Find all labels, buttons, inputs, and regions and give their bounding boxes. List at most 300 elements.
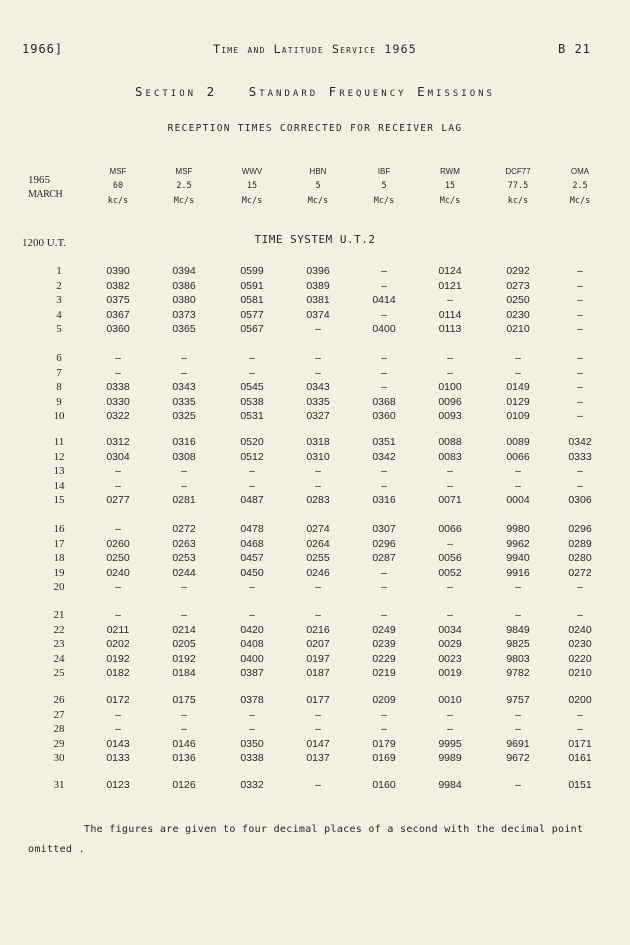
column-header-station: DCF77	[505, 167, 531, 176]
day-number: 27	[53, 708, 65, 721]
table-cell: –	[577, 479, 583, 492]
table-cell: 0591	[240, 279, 264, 292]
table-cell: 0350	[240, 737, 264, 750]
table-cell: 0306	[568, 494, 592, 507]
table-cell: –	[447, 294, 453, 307]
table-cell: 9980	[506, 523, 530, 535]
table-cell: 0177	[306, 694, 330, 706]
table-cell: 0322	[106, 410, 130, 423]
column-header-unit: Mc/s	[569, 196, 591, 206]
table-cell: –	[315, 723, 321, 736]
column-header-unit: Mc/s	[307, 196, 329, 206]
table-cell: –	[381, 381, 387, 394]
column-header-station: RWM	[440, 167, 460, 176]
table-cell: 0468	[240, 537, 264, 550]
section-title	[0, 84, 630, 99]
table-cell: 0487	[240, 494, 264, 507]
table-cell: 0240	[568, 623, 592, 636]
table-cell: 0378	[240, 694, 264, 706]
table-cell: –	[315, 352, 321, 364]
table-cell: 0071	[438, 494, 462, 507]
table-cell: –	[515, 723, 521, 736]
day-number: 19	[53, 566, 65, 579]
table-cell: 0149	[506, 381, 530, 394]
table-cell: 0249	[372, 623, 396, 636]
table-cell: 0335	[172, 395, 196, 408]
table-subtitle: RECEPTION TIMES CORRECTED FOR RECEIVER LAG	[167, 123, 463, 134]
table-cell: 0136	[172, 752, 196, 765]
day-number: 14	[53, 479, 65, 492]
day-number: 1	[56, 265, 62, 277]
day-number: 2	[56, 279, 62, 292]
table-cell: 0272	[568, 566, 592, 579]
table-cell: 0531	[240, 410, 264, 423]
table-cell: 0100	[438, 381, 462, 394]
table-cell: 0545	[240, 381, 264, 394]
table-cell: –	[577, 366, 583, 379]
table-cell: –	[115, 465, 121, 478]
table-cell: 0205	[172, 638, 196, 651]
table-cell: 0304	[106, 450, 130, 463]
table-cell: 0327	[306, 410, 330, 423]
table-cell: 0220	[568, 652, 592, 665]
table-cell: 9672	[506, 752, 530, 765]
table-cell: 0420	[240, 623, 264, 636]
table-cell: 0160	[372, 779, 396, 791]
day-number: 5	[56, 323, 62, 336]
table-cell: 9757	[506, 694, 530, 706]
table-cell: –	[249, 581, 255, 594]
table-cell: –	[577, 723, 583, 736]
page-header-left: 1966]	[22, 42, 64, 56]
table-cell: –	[577, 609, 583, 621]
table-cell: –	[181, 609, 187, 621]
table-cell: –	[381, 479, 387, 492]
table-cell: 9849	[506, 623, 530, 636]
day-number: 6	[56, 352, 62, 364]
table-cell: 0019	[438, 667, 462, 680]
table-cell: 0272	[172, 523, 196, 535]
column-header-station: MSF	[109, 167, 127, 176]
table-cell: 0450	[240, 566, 264, 579]
table-cell: 0151	[568, 779, 592, 791]
column-header-unit: Mc/s	[173, 196, 195, 206]
table-cell: 0056	[438, 552, 462, 565]
table-cell: –	[447, 723, 453, 736]
table-cell: –	[381, 366, 387, 379]
table-cell: 0216	[306, 623, 330, 636]
table-cell: 0367	[106, 308, 130, 321]
table-cell: 0283	[306, 494, 330, 507]
table-cell: –	[381, 581, 387, 594]
table-cell: 0192	[172, 652, 196, 665]
table-cell: 0400	[372, 323, 396, 336]
day-number: 30	[53, 752, 65, 765]
table-cell: –	[315, 779, 321, 791]
page-header-title	[0, 42, 630, 56]
table-cell: –	[515, 708, 521, 721]
table-cell: 0088	[438, 436, 462, 448]
table-cell: 0287	[372, 552, 396, 565]
table-cell: –	[249, 609, 255, 621]
table-cell: –	[577, 265, 583, 277]
table-cell: 0538	[240, 395, 264, 408]
table-cell: 0169	[372, 752, 396, 765]
day-number: 3	[56, 294, 62, 307]
table-cell: 0124	[438, 265, 462, 277]
table-cell: 9984	[438, 779, 462, 791]
month-label: MARCH	[28, 189, 63, 200]
day-number: 17	[53, 537, 65, 550]
table-cell: –	[381, 279, 387, 292]
table-cell: 0066	[506, 450, 530, 463]
table-cell: 0408	[240, 638, 264, 651]
table-cell: –	[447, 479, 453, 492]
table-cell: –	[249, 366, 255, 379]
column-header-station: MSF	[175, 167, 193, 176]
table-cell: 0386	[172, 279, 196, 292]
table-cell: –	[181, 723, 187, 736]
table-cell: 0246	[306, 566, 330, 579]
table-cell: 0360	[372, 410, 396, 423]
column-header-unit: Mc/s	[373, 196, 395, 206]
table-cell: 0374	[306, 308, 330, 321]
table-cell: 0207	[306, 638, 330, 651]
table-cell: 0365	[172, 323, 196, 336]
table-cell: 0250	[506, 294, 530, 307]
table-cell: 0342	[568, 436, 592, 448]
table-cell: 0289	[568, 537, 592, 550]
table-cell: 0316	[172, 436, 196, 448]
table-cell: 0197	[306, 652, 330, 665]
table-cell: –	[577, 323, 583, 336]
table-cell: 0273	[506, 279, 530, 292]
table-cell: –	[447, 465, 453, 478]
day-number: 18	[53, 552, 65, 565]
table-cell: –	[115, 479, 121, 492]
table-cell: –	[515, 352, 521, 364]
table-cell: 0390	[106, 265, 130, 277]
table-cell: –	[515, 366, 521, 379]
table-cell: –	[249, 723, 255, 736]
table-cell: –	[249, 465, 255, 478]
table-cell: –	[515, 609, 521, 621]
day-number: 11	[53, 436, 65, 448]
table-cell: 0387	[240, 667, 264, 680]
table-cell: 0599	[240, 265, 264, 277]
table-cell: 0577	[240, 308, 264, 321]
table-cell: 0332	[240, 779, 264, 791]
table-cell: –	[315, 465, 321, 478]
table-cell: 0126	[172, 779, 196, 791]
table-cell: 0230	[506, 308, 530, 321]
table-cell: –	[515, 465, 521, 478]
table-cell: 0172	[106, 694, 130, 706]
table-cell: 0187	[306, 667, 330, 680]
day-number: 16	[53, 523, 65, 535]
table-cell: –	[181, 366, 187, 379]
column-header	[420, 164, 480, 209]
column-header-freq: 2.5	[176, 181, 192, 191]
table-cell: 0567	[240, 323, 264, 336]
table-cell: 0333	[568, 450, 592, 463]
table-cell: 0281	[172, 494, 196, 507]
table-cell: –	[115, 366, 121, 379]
table-cell: 0089	[506, 436, 530, 448]
column-header-freq: 5	[381, 181, 387, 191]
table-cell: –	[577, 308, 583, 321]
table-cell: 0308	[172, 450, 196, 463]
table-cell: –	[115, 708, 121, 721]
table-cell: 9995	[438, 737, 462, 750]
day-number: 23	[53, 638, 65, 651]
table-cell: 9691	[506, 737, 530, 750]
table-cell: 0123	[106, 779, 130, 791]
table-cell: –	[315, 581, 321, 594]
table-cell: 0335	[306, 395, 330, 408]
table-cell: 0184	[172, 667, 196, 680]
table-cell: –	[447, 609, 453, 621]
table-cell: 0179	[372, 737, 396, 750]
table-cell: 0171	[568, 737, 592, 750]
table-cell: 0192	[106, 652, 130, 665]
table-cell: 0342	[372, 450, 396, 463]
column-header-freq: 2.5	[572, 181, 588, 191]
table-cell: –	[381, 708, 387, 721]
table-cell: –	[115, 609, 121, 621]
table-cell: –	[115, 352, 121, 364]
column-header	[488, 164, 548, 209]
column-header-unit: Mc/s	[439, 196, 461, 206]
table-cell: 0260	[106, 537, 130, 550]
table-cell: 0382	[106, 279, 130, 292]
table-cell: –	[249, 708, 255, 721]
table-cell: –	[115, 523, 121, 535]
table-cell: 0200	[568, 694, 592, 706]
table-cell: 0240	[106, 566, 130, 579]
table-cell: –	[447, 708, 453, 721]
table-cell: 0129	[506, 395, 530, 408]
table-cell: –	[181, 708, 187, 721]
table-cell: 0121	[438, 279, 462, 292]
table-cell: 0400	[240, 652, 264, 665]
table-cell: 0253	[172, 552, 196, 565]
day-number: 20	[53, 581, 65, 594]
day-number: 9	[56, 395, 62, 408]
table-cell: –	[577, 279, 583, 292]
table-cell: –	[515, 581, 521, 594]
table-cell: 0229	[372, 652, 396, 665]
table-cell: 0214	[172, 623, 196, 636]
table-cell: –	[447, 537, 453, 550]
table-cell: 0375	[106, 294, 130, 307]
table-cell: 0219	[372, 667, 396, 680]
ut-label: 1200 U.T.	[22, 237, 67, 249]
table-cell: 0296	[372, 537, 396, 550]
table-cell: 0264	[306, 537, 330, 550]
table-cell: 9782	[506, 667, 530, 680]
table-cell: –	[577, 352, 583, 364]
table-cell: –	[381, 265, 387, 277]
table-cell: 0338	[106, 381, 130, 394]
table-cell: –	[515, 479, 521, 492]
day-number: 24	[53, 652, 65, 665]
table-cell: 9962	[506, 537, 530, 550]
day-number: 29	[53, 737, 65, 750]
column-header-freq: 60	[112, 181, 124, 191]
table-cell: 0292	[506, 265, 530, 277]
table-cell: –	[381, 308, 387, 321]
table-cell: 0581	[240, 294, 264, 307]
table-cell: 0343	[306, 381, 330, 394]
year-label: 1965	[28, 174, 50, 186]
table-cell: 0093	[438, 410, 462, 423]
table-cell: –	[181, 581, 187, 594]
table-cell: –	[315, 708, 321, 721]
day-number: 8	[56, 381, 62, 394]
table-cell: 0274	[306, 523, 330, 535]
table-cell: –	[381, 609, 387, 621]
table-cell: 0414	[372, 294, 396, 307]
table-cell: 0010	[438, 694, 462, 706]
table-cell: –	[577, 581, 583, 594]
table-cell: 0255	[306, 552, 330, 565]
table-cell: 0023	[438, 652, 462, 665]
table-cell: 0133	[106, 752, 130, 765]
table-cell: 0210	[568, 667, 592, 680]
table-cell: 0396	[306, 265, 330, 277]
table-cell: 0034	[438, 623, 462, 636]
day-number: 26	[53, 694, 65, 706]
table-cell: –	[115, 581, 121, 594]
column-header-station: IBF	[377, 167, 391, 176]
table-cell: 0373	[172, 308, 196, 321]
day-number: 21	[53, 609, 65, 621]
table-cell: –	[577, 395, 583, 408]
day-number: 12	[53, 450, 65, 463]
table-cell: 0137	[306, 752, 330, 765]
table-cell: 0113	[438, 323, 462, 336]
table-cell: 0512	[240, 450, 264, 463]
column-header	[88, 164, 148, 209]
column-header-unit: kc/s	[507, 196, 529, 206]
table-cell: –	[115, 723, 121, 736]
table-cell: –	[181, 465, 187, 478]
table-cell: 0263	[172, 537, 196, 550]
table-cell: 0146	[172, 737, 196, 750]
column-header	[550, 164, 610, 209]
table-cell: 9989	[438, 752, 462, 765]
table-cell: 0343	[172, 381, 196, 394]
table-cell: –	[577, 465, 583, 478]
table-cell: –	[181, 352, 187, 364]
table-cell: 0380	[172, 294, 196, 307]
table-cell: 9940	[506, 552, 530, 565]
table-cell: –	[315, 479, 321, 492]
table-cell: 9803	[506, 652, 530, 665]
table-cell: –	[249, 352, 255, 364]
day-number: 10	[53, 410, 65, 423]
table-cell: –	[447, 581, 453, 594]
table-cell: –	[577, 381, 583, 394]
table-cell: 0310	[306, 450, 330, 463]
table-cell: 0147	[306, 737, 330, 750]
table-cell: 0083	[438, 450, 462, 463]
table-cell: 0004	[506, 494, 530, 507]
table-cell: –	[315, 609, 321, 621]
column-header-station: HBN	[309, 167, 327, 176]
table-cell: 0325	[172, 410, 196, 423]
table-cell: 0277	[106, 494, 130, 507]
table-cell: 0330	[106, 395, 130, 408]
day-number: 25	[53, 667, 65, 680]
column-header	[222, 164, 282, 209]
column-header-station: WWV	[241, 167, 263, 176]
day-number: 28	[53, 723, 65, 736]
table-cell: –	[381, 352, 387, 364]
column-header-unit: kc/s	[107, 196, 129, 206]
table-cell: 9916	[506, 566, 530, 579]
table-cell: 0360	[106, 323, 130, 336]
table-cell: 0029	[438, 638, 462, 651]
table-cell: 0394	[172, 265, 196, 277]
day-number: 15	[53, 494, 65, 507]
table-cell: 0520	[240, 436, 264, 448]
section-title-text: Section 2 Standard Frequency Emissions	[135, 84, 495, 99]
table-cell: 0175	[172, 694, 196, 706]
table-cell: 0307	[372, 523, 396, 535]
table-cell: –	[515, 779, 521, 791]
table-cell: 0230	[568, 638, 592, 651]
column-header-freq: 15	[444, 181, 456, 191]
table-cell: 0368	[372, 395, 396, 408]
table-cell: 0202	[106, 638, 130, 651]
table-cell: 0250	[106, 552, 130, 565]
day-number: 4	[56, 308, 62, 321]
column-header	[288, 164, 348, 209]
table-cell: –	[181, 479, 187, 492]
table-cell: 0478	[240, 523, 264, 535]
day-number: 7	[56, 366, 62, 379]
table-cell: 0312	[106, 436, 130, 448]
table-cell: 0318	[306, 436, 330, 448]
table-cell: –	[381, 465, 387, 478]
table-cell: 0182	[106, 667, 130, 680]
table-cell: –	[381, 723, 387, 736]
table-cell: 0143	[106, 737, 130, 750]
table-cell: –	[315, 366, 321, 379]
footnote: The figures are given to four decimal places of a second with the decimal point omitted .	[28, 824, 584, 855]
table-cell: –	[577, 410, 583, 423]
table-cell: –	[447, 352, 453, 364]
column-header-freq: 15	[246, 181, 258, 191]
table-cell: 0457	[240, 552, 264, 565]
time-system-label: TIME SYSTEM U.T.2	[254, 233, 376, 246]
table-cell: –	[249, 479, 255, 492]
column-header	[154, 164, 214, 209]
table-cell: 0351	[372, 436, 396, 448]
column-header-unit: Mc/s	[241, 196, 263, 206]
table-cell: 0211	[106, 623, 130, 636]
table-cell: 0389	[306, 279, 330, 292]
table-cell: 0066	[438, 523, 462, 535]
table-cell: –	[577, 294, 583, 307]
table-cell: 0381	[306, 294, 330, 307]
page-number: B 21	[558, 42, 591, 56]
day-number: 31	[53, 779, 65, 791]
table-cell: 0210	[506, 323, 530, 336]
table-cell: 0161	[568, 752, 592, 765]
